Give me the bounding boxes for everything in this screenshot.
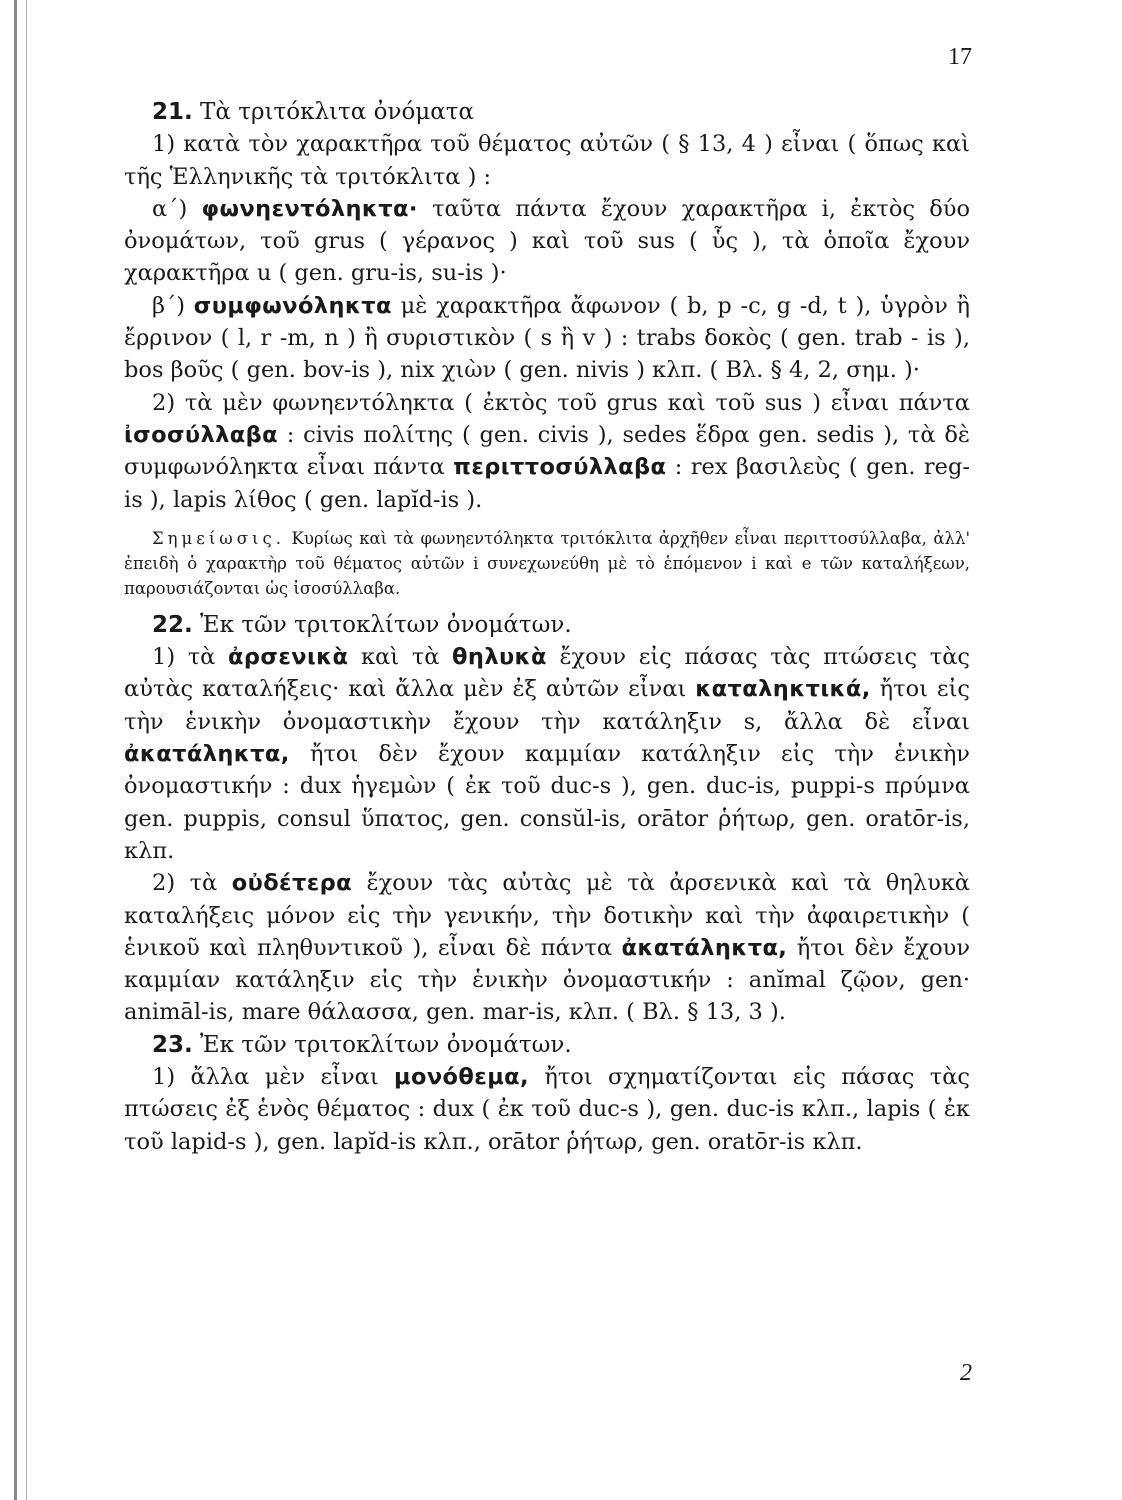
section-22-heading (124, 609, 970, 641)
paragraph: 1) κατὰ τὸν χαρακτῆρα τοῦ θέματος αὐτῶν ( § 13, 4 ) εἶναι ( ὅπως καὶ τῆς Ἑλληνικῆς τὰ τριτόκλιτα ) : (124, 131, 970, 190)
paragraph (124, 867, 970, 1028)
bold-term: οὐδέτερα (231, 870, 353, 897)
bold-term: ἀκατάληκτα, (124, 741, 290, 768)
text: 1) τὰ (152, 644, 229, 671)
section-number: 23. (152, 1031, 193, 1058)
note (124, 526, 970, 601)
paragraph (124, 290, 970, 387)
text: ἤτοι εἰς τὴν ἑνικὴν ὀνομαστικὴν ἔχουν τὴν κατάληξιν s, ἄλλα δὲ εἶναι (124, 676, 970, 735)
paragraph (124, 641, 970, 867)
text: : rex βασιλεὺς ( gen. reg-is ), lapis λίθος ( gen. lapĭd-is ). (124, 454, 970, 513)
note-label: Σημείωσις. (152, 528, 285, 548)
section-number: 21. (152, 99, 193, 125)
text: μὲ χαρακτῆρα ἄφωνον ( b, p -c, g -d, t ), ὑγρὸν ἢ ἔρρινον ( l, r -m, n ) ἢ συριστικὸν ( s ἢ v ) : trabs δοκὸς ( gen. trab - is ), bos βοῦς ( gen. bov-is ), nix χιὼν ( gen. nivis ) κλπ. ( Βλ. § 4, 2, σημ. )· (124, 292, 970, 384)
text: 1) ἄλλα μὲν εἶναι (152, 1064, 395, 1091)
section-title: Ἐκ τῶν τριτοκλίτων ὀνομάτων. (192, 1031, 572, 1058)
text: καὶ τὰ (348, 644, 453, 671)
paragraph (124, 193, 970, 290)
signature-mark: 2 (960, 1360, 972, 1386)
text: ἔχουν εἰς πάσας τὰς πτώσεις τὰς αὐτὰς καταλήξεις· καὶ ἄλλα μὲν ἐξ αὐτῶν εἶναι (124, 644, 970, 703)
section-title: Ἐκ τῶν τριτοκλίτων ὀνομάτων. (192, 611, 572, 638)
section-21-heading (124, 96, 970, 128)
page-number: 17 (948, 44, 972, 70)
note-text: Κυρίως καὶ τὰ φωνηεντόληκτα τριτόκλιτα ἀρχῆθεν εἶναι περιττοσύλλαβα, ἀλλ' ἐπειδὴ ὁ χαρακτὴρ τοῦ θέματος αὐτῶν i συνεχωνεύθη μὲ τὸ ἑπόμενον i καὶ e τῶν καταλήξεων, παρουσιάζονται ὡς ἰσοσύλλαβα. (124, 528, 970, 598)
bold-term: φωνηεντόληκτα· (201, 195, 418, 222)
page-edge-line (26, 0, 27, 1500)
paragraph (124, 387, 970, 516)
text: 2) τὰ (152, 870, 232, 897)
paragraph (124, 1061, 970, 1158)
page-edge-shadow (14, 0, 17, 1500)
section-number: 22. (152, 611, 193, 638)
text: 2) τὰ μὲν φωνηεντόληκτα ( ἐκτὸς τοῦ grus καὶ τοῦ sus ) εἶναι πάντα (152, 389, 970, 416)
bold-term: ἰσοσύλλαβα (124, 421, 278, 448)
bold-term: θηλυκὰ (452, 644, 547, 671)
bold-term: συμφωνόληκτα (193, 292, 392, 319)
text: ἔχουν τὰς αὐτὰς μὲ τὰ ἀρσενικὰ καὶ τὰ θηλυκὰ καταλήξεις μόνον εἰς τὴν γενικήν, τὴν δοτικὴν καὶ τὴν ἀφαιρετικὴν ( ἑνικοῦ καὶ πληθυντικοῦ ), εἶναι δὲ πάντα (124, 870, 970, 961)
page-body (124, 96, 970, 1158)
item-marker: α΄) (152, 195, 202, 222)
item-marker: β΄) (152, 292, 194, 319)
bold-term: μονόθεμα, (394, 1064, 529, 1091)
bold-term: περιττοσύλλαβα (453, 454, 667, 481)
section-title: Τὰ τριτόκλιτα ὀνόματα (192, 99, 475, 125)
section-23-heading (124, 1029, 970, 1061)
text: ἤτοι σχηματίζονται εἰς πάσας τὰς πτώσεις ἐξ ἑνὸς θέματος : dux ( ἐκ τοῦ duc-s ), gen. duc-is κλπ., lapis ( ἐκ τοῦ lapid-s ), gen. lapĭd-is κλπ., orātor ῥήτωρ, gen. oratōr-is κλπ. (124, 1064, 970, 1155)
bold-term: ἀκατάληκτα, (621, 934, 788, 961)
text: : civis πολίτης ( gen. civis ), sedes ἕδρα gen. sedis ), τὰ δὲ συμφωνόληκτα εἶναι πάντα (124, 421, 970, 481)
bold-term: ἀρσενικὰ (228, 644, 349, 671)
text: ταῦτα πάντα ἔχουν χαρακτῆρα i, ἐκτὸς δύο ὀνομάτων, τοῦ grus ( γέρανος ) καὶ τοῦ sus ( ὗς ), τὰ ὁποῖα ἔχουν χαρακτῆρα u ( gen. gru-is, su-is )· (124, 195, 971, 287)
text: ἤτοι δὲν ἔχουν καμμίαν κατάληξιν εἰς τὴν ἑνικὴν ὀνομαστικήν : dux ἡγεμὼν ( ἐκ τοῦ duc-s ), gen. duc-is, puppi-s πρύμνα gen. puppis, consul ὕπατος, gen. consŭl-is, orātor ῥήτωρ, gen. oratōr-is, κλπ. (124, 741, 970, 864)
bold-term: καταληκτικά, (695, 676, 871, 703)
text: ἤτοι δὲν ἔχουν καμμίαν κατάληξιν εἰς τὴν ἑνικὴν ὀνομαστικήν : anĭmal ζῷον, gen· animāl-is, mare θάλασσα, gen. mar-is, κλπ. ( Βλ. § 13, 3 ). (124, 934, 970, 1026)
